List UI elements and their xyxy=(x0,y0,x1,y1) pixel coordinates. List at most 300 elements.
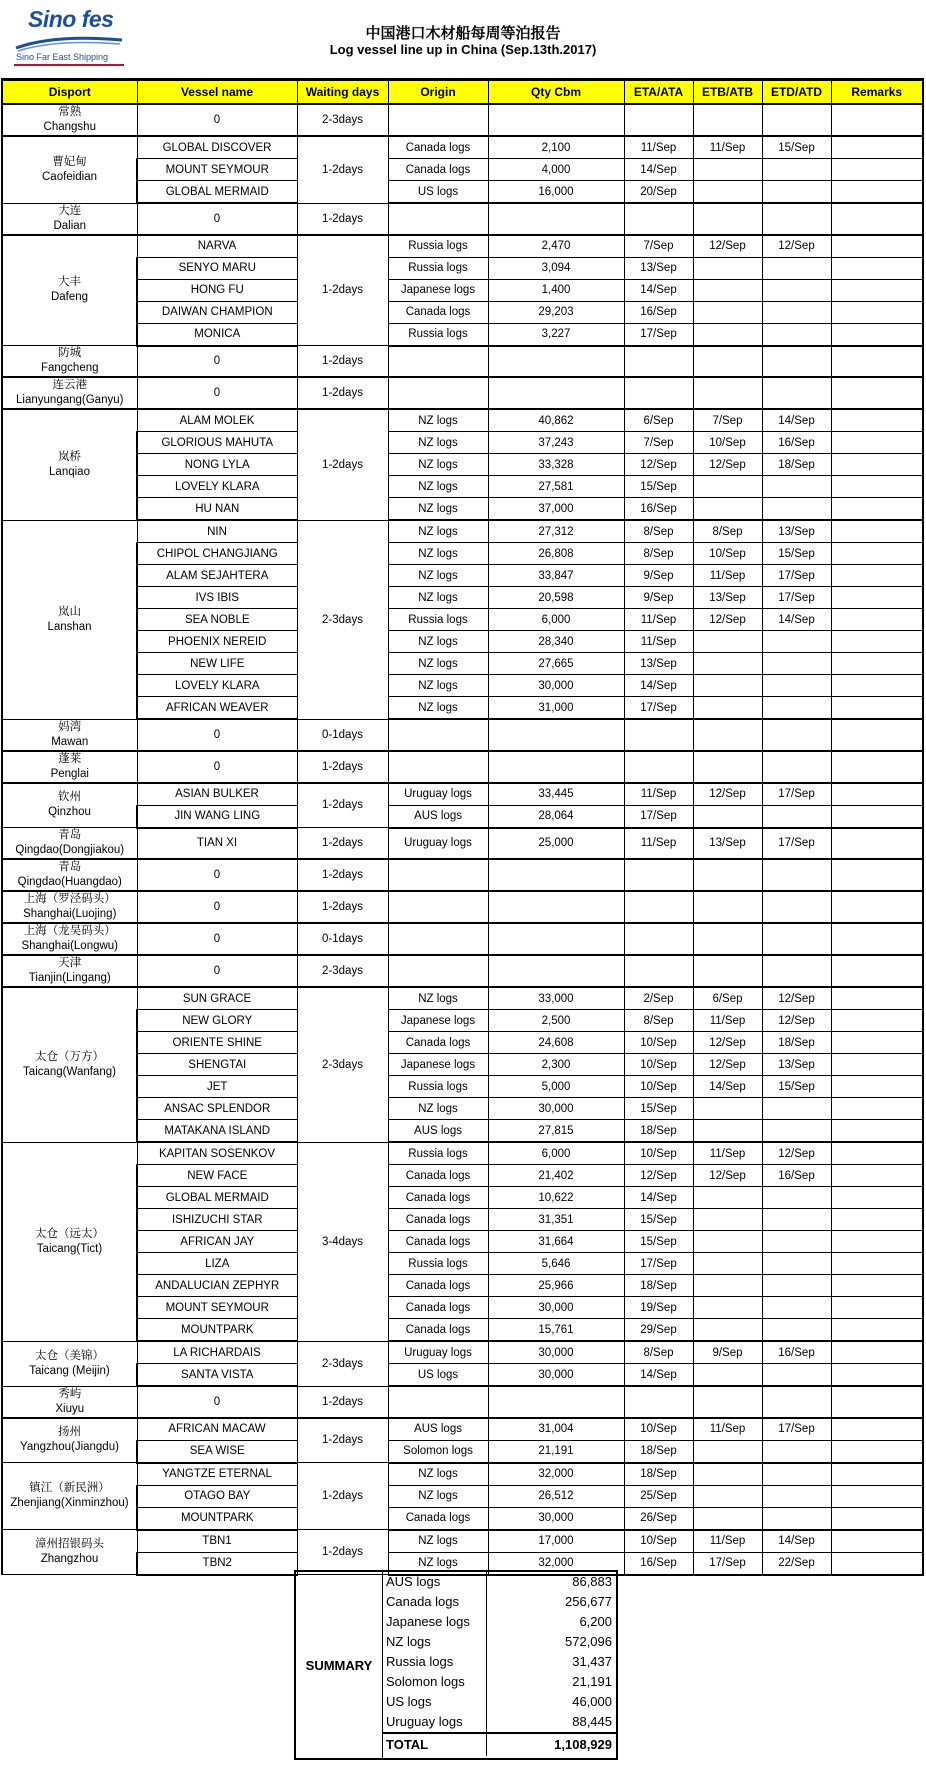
origin-cell xyxy=(388,1386,488,1418)
vessel-name-cell: ALAM MOLEK xyxy=(137,409,297,432)
vessel-name-cell: NEW LIFE xyxy=(137,653,297,675)
waiting-days-cell: 1-2days xyxy=(297,859,388,891)
vessel-name-cell: MOUNTPARK xyxy=(137,1507,297,1530)
table-row xyxy=(2,609,923,631)
vessel-name-cell: MOUNT SEYMOUR xyxy=(137,1297,297,1319)
table-row xyxy=(2,1463,923,1486)
etd-cell xyxy=(762,203,831,235)
qty-cell: 29,203 xyxy=(488,301,624,323)
col-header-etb: ETB/ATB xyxy=(693,80,762,105)
disport-cell xyxy=(2,751,137,783)
table-row xyxy=(2,631,923,653)
disport-name-cn: 连云港 xyxy=(52,379,87,391)
origin-cell: Russia logs xyxy=(388,1253,488,1275)
origin-cell xyxy=(388,955,488,987)
table-row xyxy=(2,751,923,783)
eta-cell: 7/Sep xyxy=(624,235,693,258)
eta-cell: 9/Sep xyxy=(624,587,693,609)
waiting-days-cell: 1-2days xyxy=(297,1418,388,1463)
vessel-name-cell: 0 xyxy=(137,955,297,987)
qty-cell: 37,243 xyxy=(488,432,624,454)
qty-cell xyxy=(488,719,624,751)
waiting-days-cell: 1-2days xyxy=(297,1386,388,1418)
origin-cell: Canada logs xyxy=(388,1187,488,1209)
eta-cell: 29/Sep xyxy=(624,1319,693,1342)
remarks-cell xyxy=(831,923,923,955)
etb-cell: 11/Sep xyxy=(693,1530,762,1553)
eta-cell: 10/Sep xyxy=(624,1076,693,1098)
qty-cell: 24,608 xyxy=(488,1032,624,1054)
col-header-eta: ETA/ATA xyxy=(624,80,693,105)
qty-cell xyxy=(488,891,624,923)
vessel-name-cell: 0 xyxy=(137,104,297,136)
eta-cell: 18/Sep xyxy=(624,1120,693,1143)
waiting-days-cell: 1-2days xyxy=(297,1463,388,1530)
summary-origin: US logs xyxy=(382,1692,487,1712)
origin-cell: Canada logs xyxy=(388,1209,488,1231)
qty-cell: 10,622 xyxy=(488,1187,624,1209)
disport-cell xyxy=(2,104,137,136)
remarks-cell xyxy=(831,828,923,860)
vessel-name-cell: LIZA xyxy=(137,1253,297,1275)
eta-cell: 25/Sep xyxy=(624,1485,693,1507)
waiting-days-cell: 1-2days xyxy=(297,751,388,783)
origin-cell: NZ logs xyxy=(388,565,488,587)
qty-cell: 4,000 xyxy=(488,159,624,181)
eta-cell: 17/Sep xyxy=(624,805,693,828)
vessel-name-cell: LOVELY KLARA xyxy=(137,476,297,498)
eta-cell: 10/Sep xyxy=(624,1032,693,1054)
remarks-cell xyxy=(831,1364,923,1387)
table-row xyxy=(2,1076,923,1098)
etb-cell xyxy=(693,1440,762,1463)
etb-cell xyxy=(693,1120,762,1143)
remarks-cell xyxy=(831,520,923,543)
eta-cell xyxy=(624,955,693,987)
vessel-name-cell: CHIPOL CHANGJIANG xyxy=(137,543,297,565)
origin-cell: Russia logs xyxy=(388,1076,488,1098)
etb-cell xyxy=(693,859,762,891)
origin-cell: Canada logs xyxy=(388,159,488,181)
remarks-cell xyxy=(831,1165,923,1187)
col-header-vessel: Vessel name xyxy=(137,80,297,105)
eta-cell: 11/Sep xyxy=(624,631,693,653)
origin-cell xyxy=(388,859,488,891)
origin-cell: Japanese logs xyxy=(388,279,488,301)
etd-cell: 15/Sep xyxy=(762,543,831,565)
etd-cell: 12/Sep xyxy=(762,1010,831,1032)
vessel-name-cell: MOUNTPARK xyxy=(137,1319,297,1342)
eta-cell: 16/Sep xyxy=(624,301,693,323)
remarks-cell xyxy=(831,1552,923,1575)
etb-cell: 8/Sep xyxy=(693,520,762,543)
remarks-cell xyxy=(831,675,923,697)
etb-cell: 12/Sep xyxy=(693,1165,762,1187)
etb-cell xyxy=(693,181,762,204)
etd-cell xyxy=(762,1098,831,1120)
disport-name-en: Zhangzhou xyxy=(40,1553,99,1565)
remarks-cell xyxy=(831,1530,923,1553)
waiting-days-cell: 1-2days xyxy=(297,409,388,520)
qty-cell: 33,847 xyxy=(488,565,624,587)
origin-cell xyxy=(388,891,488,923)
table-row xyxy=(2,1098,923,1120)
etd-cell: 12/Sep xyxy=(762,1142,831,1165)
table-row xyxy=(2,1507,923,1530)
table-row xyxy=(2,543,923,565)
vessel-lineup-table xyxy=(1,78,924,1576)
qty-cell xyxy=(488,923,624,955)
vessel-name-cell: 0 xyxy=(137,203,297,235)
vessel-name-cell: PHOENIX NEREID xyxy=(137,631,297,653)
etd-cell xyxy=(762,104,831,136)
table-row xyxy=(2,1010,923,1032)
etd-cell xyxy=(762,1275,831,1297)
etd-cell xyxy=(762,346,831,378)
disport-cell xyxy=(2,828,137,860)
etb-cell xyxy=(693,1275,762,1297)
origin-cell xyxy=(388,104,488,136)
origin-cell: NZ logs xyxy=(388,631,488,653)
eta-cell xyxy=(624,346,693,378)
disport-name-cn: 青岛 xyxy=(58,861,82,873)
etd-cell: 15/Sep xyxy=(762,136,831,159)
eta-cell: 19/Sep xyxy=(624,1297,693,1319)
origin-cell: NZ logs xyxy=(388,987,488,1010)
etd-cell xyxy=(762,1440,831,1463)
etd-cell xyxy=(762,891,831,923)
eta-cell: 14/Sep xyxy=(624,1187,693,1209)
summary-value: 6,200 xyxy=(579,1614,612,1629)
remarks-cell xyxy=(831,257,923,279)
etb-cell: 12/Sep xyxy=(693,609,762,631)
origin-cell: Japanese logs xyxy=(388,1010,488,1032)
eta-cell: 12/Sep xyxy=(624,1165,693,1187)
qty-cell: 21,402 xyxy=(488,1165,624,1187)
remarks-cell xyxy=(831,1440,923,1463)
summary-origin: Japanese logs xyxy=(382,1612,487,1632)
eta-cell: 20/Sep xyxy=(624,181,693,204)
table-row xyxy=(2,805,923,828)
qty-cell: 27,581 xyxy=(488,476,624,498)
disport-cell xyxy=(2,520,137,719)
etd-cell xyxy=(762,675,831,697)
qty-cell xyxy=(488,859,624,891)
etb-cell: 12/Sep xyxy=(693,235,762,258)
summary-row xyxy=(382,1712,616,1732)
vessel-name-cell: HU NAN xyxy=(137,498,297,521)
vessel-name-cell: ALAM SEJAHTERA xyxy=(137,565,297,587)
table-row xyxy=(2,828,923,860)
disport-name-en: Mawan xyxy=(51,735,89,748)
waiting-days-cell: 1-2days xyxy=(297,377,388,409)
eta-cell: 8/Sep xyxy=(624,1341,693,1364)
disport-name-en: Changshu xyxy=(43,121,96,133)
table-body xyxy=(2,104,923,1575)
table-row xyxy=(2,1120,923,1143)
origin-cell: Canada logs xyxy=(388,1032,488,1054)
vessel-name-cell: GLOBAL DISCOVER xyxy=(137,136,297,159)
qty-cell: 31,664 xyxy=(488,1231,624,1253)
col-header-etd: ETD/ATD xyxy=(762,80,831,105)
waiting-days-cell: 2-3days xyxy=(297,520,388,719)
etb-cell: 6/Sep xyxy=(693,987,762,1010)
origin-cell: Canada logs xyxy=(388,301,488,323)
qty-cell: 3,227 xyxy=(488,323,624,346)
qty-cell xyxy=(488,104,624,136)
etd-cell xyxy=(762,751,831,783)
etd-cell xyxy=(762,181,831,204)
table-row xyxy=(2,346,923,378)
etd-cell xyxy=(762,1231,831,1253)
eta-cell: 10/Sep xyxy=(624,1142,693,1165)
etd-cell: 15/Sep xyxy=(762,1076,831,1098)
col-header-disport: Disport xyxy=(2,80,137,105)
eta-cell: 15/Sep xyxy=(624,1209,693,1231)
disport-name-en: Yangzhou(Jiangdu) xyxy=(20,1441,119,1454)
qty-cell: 31,351 xyxy=(488,1209,624,1231)
table-row xyxy=(2,859,923,891)
table-row xyxy=(2,565,923,587)
col-header-qty: Qty Cbm xyxy=(488,80,624,105)
disport-name-en: Zhenjiang(Xinminzhou) xyxy=(10,1497,129,1509)
table-row xyxy=(2,1054,923,1076)
table-row xyxy=(2,923,923,955)
disport-name-cn: 秀屿 xyxy=(58,1387,82,1400)
eta-cell xyxy=(624,377,693,409)
qty-cell: 28,340 xyxy=(488,631,624,653)
remarks-cell xyxy=(831,805,923,828)
disport-name-cn: 妈湾 xyxy=(58,720,82,733)
origin-cell: Russia logs xyxy=(388,609,488,631)
origin-cell: NZ logs xyxy=(388,409,488,432)
etd-cell xyxy=(762,805,831,828)
eta-cell: 11/Sep xyxy=(624,783,693,806)
origin-cell xyxy=(388,923,488,955)
etd-cell xyxy=(762,1319,831,1342)
remarks-cell xyxy=(831,587,923,609)
remarks-cell xyxy=(831,1076,923,1098)
summary-total-label: TOTAL xyxy=(382,1734,487,1756)
origin-cell: Russia logs xyxy=(388,257,488,279)
remarks-cell xyxy=(831,454,923,476)
etb-cell xyxy=(693,159,762,181)
origin-cell: US logs xyxy=(388,181,488,204)
summary-row xyxy=(382,1652,616,1672)
vessel-name-cell: JET xyxy=(137,1076,297,1098)
origin-cell xyxy=(388,346,488,378)
eta-cell: 9/Sep xyxy=(624,565,693,587)
eta-cell xyxy=(624,1386,693,1418)
origin-cell: Solomon logs xyxy=(388,1440,488,1463)
etd-cell: 17/Sep xyxy=(762,1418,831,1441)
qty-cell: 33,000 xyxy=(488,987,624,1010)
origin-cell: NZ logs xyxy=(388,476,488,498)
eta-cell xyxy=(624,891,693,923)
etd-cell xyxy=(762,1187,831,1209)
table-row xyxy=(2,1187,923,1209)
etd-cell: 12/Sep xyxy=(762,235,831,258)
qty-cell: 32,000 xyxy=(488,1552,624,1575)
etb-cell xyxy=(693,323,762,346)
disport-name-cn: 上海（罗泾码头） xyxy=(23,893,116,905)
disport-name-cn: 上海（龙吴码头） xyxy=(23,925,116,937)
etb-cell: 11/Sep xyxy=(693,1418,762,1441)
etd-cell xyxy=(762,955,831,987)
remarks-cell xyxy=(831,1120,923,1143)
etd-cell xyxy=(762,498,831,521)
eta-cell: 11/Sep xyxy=(624,828,693,860)
table-row xyxy=(2,279,923,301)
vessel-name-cell: HONG FU xyxy=(137,279,297,301)
remarks-cell xyxy=(831,1386,923,1418)
disport-name-en: Xiuyu xyxy=(55,1402,85,1415)
origin-cell: NZ logs xyxy=(388,432,488,454)
disport-name-cn: 大丰 xyxy=(58,276,81,289)
etd-cell: 14/Sep xyxy=(762,1530,831,1553)
table-row xyxy=(2,1530,923,1553)
etd-cell: 18/Sep xyxy=(762,1032,831,1054)
origin-cell: Japanese logs xyxy=(388,1054,488,1076)
etd-cell: 16/Sep xyxy=(762,1165,831,1187)
table-row xyxy=(2,181,923,204)
disport-name-cn: 蓬莱 xyxy=(58,752,82,765)
qty-cell: 33,328 xyxy=(488,454,624,476)
remarks-cell xyxy=(831,609,923,631)
vessel-name-cell: 0 xyxy=(137,891,297,923)
origin-cell: Russia logs xyxy=(388,235,488,258)
origin-cell: Canada logs xyxy=(388,1275,488,1297)
vessel-name-cell: IVS IBIS xyxy=(137,587,297,609)
disport-name-en: Shanghai(Luojing) xyxy=(23,908,117,920)
eta-cell xyxy=(624,751,693,783)
origin-cell: NZ logs xyxy=(388,653,488,675)
disport-name-en: Qingdao(Huangdao) xyxy=(17,876,122,888)
eta-cell: 18/Sep xyxy=(624,1463,693,1486)
eta-cell: 15/Sep xyxy=(624,1231,693,1253)
table-row xyxy=(2,301,923,323)
origin-cell: NZ logs xyxy=(388,1552,488,1575)
vessel-name-cell: TBN2 xyxy=(137,1552,297,1575)
disport-name-cn: 防城 xyxy=(58,347,82,359)
remarks-cell xyxy=(831,1098,923,1120)
eta-cell: 15/Sep xyxy=(624,476,693,498)
eta-cell xyxy=(624,719,693,751)
table-row xyxy=(2,1418,923,1441)
remarks-cell xyxy=(831,1275,923,1297)
etb-cell xyxy=(693,1297,762,1319)
etb-cell xyxy=(693,653,762,675)
origin-cell xyxy=(388,751,488,783)
disport-name-en: Tianjin(Lingang) xyxy=(28,972,111,984)
etb-cell xyxy=(693,923,762,955)
etb-cell xyxy=(693,1319,762,1342)
vessel-name-cell: NEW FACE xyxy=(137,1165,297,1187)
origin-cell: AUS logs xyxy=(388,805,488,828)
origin-cell: AUS logs xyxy=(388,1120,488,1143)
qty-cell: 5,646 xyxy=(488,1253,624,1275)
origin-cell: Canada logs xyxy=(388,1165,488,1187)
disport-name-en: Penglai xyxy=(50,767,89,780)
waiting-days-cell: 2-3days xyxy=(297,955,388,987)
etd-cell xyxy=(762,719,831,751)
etd-cell xyxy=(762,377,831,409)
eta-cell xyxy=(624,203,693,235)
disport-name-en: Qingdao(Dongjiakou) xyxy=(15,844,125,856)
waiting-days-cell: 2-3days xyxy=(297,104,388,136)
qty-cell: 30,000 xyxy=(488,1341,624,1364)
remarks-cell xyxy=(831,1485,923,1507)
table-row xyxy=(2,1485,923,1507)
qty-cell: 15,761 xyxy=(488,1319,624,1342)
qty-cell: 27,815 xyxy=(488,1120,624,1143)
waiting-days-cell: 3-4days xyxy=(297,1142,388,1341)
vessel-name-cell: AFRICAN JAY xyxy=(137,1231,297,1253)
table-row xyxy=(2,987,923,1010)
etd-cell xyxy=(762,1120,831,1143)
eta-cell: 17/Sep xyxy=(624,1253,693,1275)
table-row xyxy=(2,520,923,543)
qty-cell: 30,000 xyxy=(488,1098,624,1120)
origin-cell: Russia logs xyxy=(388,1142,488,1165)
qty-cell: 31,004 xyxy=(488,1418,624,1441)
waiting-days-cell: 0-1days xyxy=(297,719,388,751)
qty-cell: 28,064 xyxy=(488,805,624,828)
disport-cell xyxy=(2,409,137,520)
qty-cell: 30,000 xyxy=(488,1364,624,1387)
remarks-cell xyxy=(831,631,923,653)
qty-cell: 2,100 xyxy=(488,136,624,159)
remarks-cell xyxy=(831,104,923,136)
table-row xyxy=(2,1364,923,1387)
etb-cell xyxy=(693,631,762,653)
remarks-cell xyxy=(831,697,923,720)
etb-cell xyxy=(693,1485,762,1507)
etd-cell: 18/Sep xyxy=(762,454,831,476)
summary-value: 256,677 xyxy=(565,1594,612,1609)
etb-cell: 10/Sep xyxy=(693,432,762,454)
disport-cell xyxy=(2,923,137,955)
qty-cell: 32,000 xyxy=(488,1463,624,1486)
etd-cell: 14/Sep xyxy=(762,409,831,432)
disport-name-cn: 岚桥 xyxy=(58,450,81,463)
origin-cell: NZ logs xyxy=(388,543,488,565)
logo-subtitle: Sino Far East Shipping xyxy=(16,52,109,62)
etd-cell xyxy=(762,159,831,181)
disport-cell xyxy=(2,1530,137,1575)
vessel-name-cell: GLOBAL MERMAID xyxy=(137,181,297,204)
disport-cell xyxy=(2,377,137,409)
vessel-name-cell: SANTA VISTA xyxy=(137,1364,297,1387)
table-row xyxy=(2,1297,923,1319)
vessel-name-cell: NONG LYLA xyxy=(137,454,297,476)
disport-name-en: Taicang(Tict) xyxy=(36,1242,103,1255)
vessel-name-cell: TIAN XI xyxy=(137,828,297,860)
table-row xyxy=(2,1319,923,1342)
remarks-cell xyxy=(831,346,923,378)
table-row xyxy=(2,1275,923,1297)
disport-name-en: Caofeidian xyxy=(42,170,97,183)
eta-cell xyxy=(624,859,693,891)
disport-cell xyxy=(2,859,137,891)
origin-cell xyxy=(388,377,488,409)
disport-cell xyxy=(2,1142,137,1341)
etb-cell: 11/Sep xyxy=(693,1142,762,1165)
vessel-name-cell: OTAGO BAY xyxy=(137,1485,297,1507)
remarks-cell xyxy=(831,498,923,521)
qty-cell xyxy=(488,203,624,235)
disport-name-cn: 太仓（远太） xyxy=(35,1227,104,1240)
